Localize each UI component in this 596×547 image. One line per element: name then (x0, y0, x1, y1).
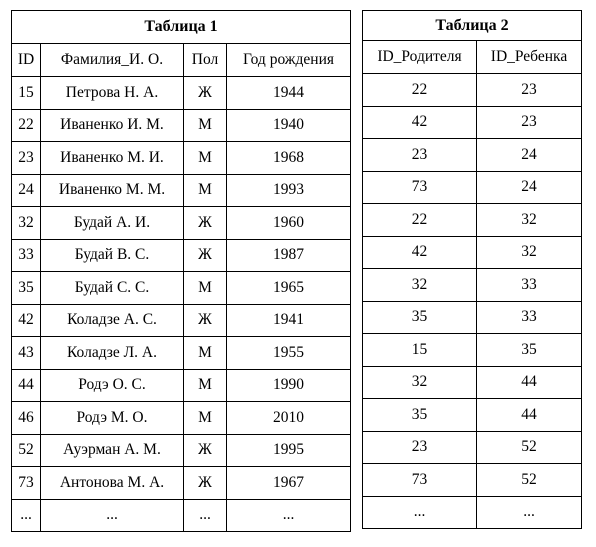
table-cell: 46 (12, 402, 41, 435)
table-cell: 1955 (227, 337, 351, 370)
column-header: ID_Ребенка (477, 41, 582, 74)
table-cell: 1987 (227, 239, 351, 272)
table-cell: Ж (184, 207, 227, 240)
table-cell: 73 (363, 171, 477, 204)
table-cell: 44 (477, 366, 582, 399)
table-row (363, 496, 582, 529)
table-cell: Иваненко И. М. (41, 109, 184, 142)
table-cell: 22 (363, 204, 477, 237)
table-cell: Иваненко М. И. (41, 142, 184, 175)
table-cell: 23 (363, 431, 477, 464)
table-row (12, 402, 351, 435)
column-header: Год рождения (227, 44, 351, 77)
table1-title: Таблица 1 (12, 11, 351, 44)
table-row (363, 431, 582, 464)
table-row (363, 171, 582, 204)
table-cell: 42 (12, 304, 41, 337)
table-row (363, 204, 582, 237)
table-cell: Антонова М. А. (41, 467, 184, 500)
table-2-body (363, 11, 582, 529)
table-cell: Петрова Н. А. (41, 77, 184, 110)
column-header: ID (12, 44, 41, 77)
table-cell: М (184, 272, 227, 305)
table-cell: 2010 (227, 402, 351, 435)
table-cell: 23 (12, 142, 41, 175)
table-cell: Будай В. С. (41, 239, 184, 272)
table-cell: 35 (12, 272, 41, 305)
table-cell: 33 (477, 269, 582, 302)
table-cell: ... (41, 499, 184, 532)
table-row (12, 239, 351, 272)
table-cell: 32 (477, 204, 582, 237)
table-cell: 42 (363, 106, 477, 139)
column-header: ID_Родителя (363, 41, 477, 74)
table-cell: 73 (12, 467, 41, 500)
table-cell: 42 (363, 236, 477, 269)
table-cell: 23 (363, 139, 477, 172)
table-row (12, 434, 351, 467)
table-cell: 1993 (227, 174, 351, 207)
table-cell: 24 (477, 171, 582, 204)
table-row (363, 139, 582, 172)
table-row (363, 74, 582, 107)
table-cell: 44 (477, 399, 582, 432)
table-cell: 1965 (227, 272, 351, 305)
table-cell: 1967 (227, 467, 351, 500)
table-row (363, 464, 582, 497)
table-cell: 52 (477, 464, 582, 497)
table-cell: 23 (477, 74, 582, 107)
table-cell: 44 (12, 369, 41, 402)
table-cell: М (184, 174, 227, 207)
table-cell: Ж (184, 304, 227, 337)
table-cell: Родэ М. О. (41, 402, 184, 435)
table-cell: М (184, 402, 227, 435)
table-cell: 52 (477, 431, 582, 464)
table-cell: 32 (363, 269, 477, 302)
table-cell: 52 (12, 434, 41, 467)
table-cell: Ж (184, 239, 227, 272)
table-cell: 32 (477, 236, 582, 269)
table-cell: Будай А. И. (41, 207, 184, 240)
table-row (363, 106, 582, 139)
table-row (12, 369, 351, 402)
table-cell: 22 (12, 109, 41, 142)
table-cell: Коладзе А. С. (41, 304, 184, 337)
table-row (12, 337, 351, 370)
table-cell: 32 (12, 207, 41, 240)
table-cell: 22 (363, 74, 477, 107)
table-cell: 1995 (227, 434, 351, 467)
table-cell: 23 (477, 106, 582, 139)
table-cell: Коладзе Л. А. (41, 337, 184, 370)
table-cell: ... (477, 496, 582, 529)
table-cell: 33 (477, 301, 582, 334)
table-1-body (12, 11, 351, 532)
table-row (363, 301, 582, 334)
table-cell: ... (12, 499, 41, 532)
header-row (363, 41, 582, 74)
table-cell: М (184, 369, 227, 402)
table-cell: Родэ О. С. (41, 369, 184, 402)
table-cell: Иваненко М. М. (41, 174, 184, 207)
table-row (12, 109, 351, 142)
table-row (12, 499, 351, 532)
table-2 (362, 10, 582, 529)
header-row (12, 44, 351, 77)
table-row (12, 272, 351, 305)
table-cell: 15 (363, 334, 477, 367)
table-cell: М (184, 109, 227, 142)
table-cell: 35 (363, 301, 477, 334)
table-cell: 73 (363, 464, 477, 497)
table-cell: 24 (477, 139, 582, 172)
table-cell: 24 (12, 174, 41, 207)
table-cell: ... (227, 499, 351, 532)
table-row (363, 269, 582, 302)
table-cell: М (184, 142, 227, 175)
table-row (12, 174, 351, 207)
table-row (12, 207, 351, 240)
table-row (12, 304, 351, 337)
table2-title: Таблица 2 (363, 11, 582, 41)
column-header: Пол (184, 44, 227, 77)
table-cell: ... (184, 499, 227, 532)
table-cell: 35 (477, 334, 582, 367)
table-1 (11, 10, 351, 532)
table-cell: 1960 (227, 207, 351, 240)
table-row (363, 236, 582, 269)
table-cell: 1990 (227, 369, 351, 402)
table-row (363, 399, 582, 432)
table-cell: 15 (12, 77, 41, 110)
table-cell: 35 (363, 399, 477, 432)
table-cell: 1941 (227, 304, 351, 337)
table-cell: Ж (184, 434, 227, 467)
table-cell: ... (363, 496, 477, 529)
table-cell: 43 (12, 337, 41, 370)
table-row (363, 366, 582, 399)
table-row (12, 142, 351, 175)
table-cell: Ж (184, 467, 227, 500)
table-cell: 33 (12, 239, 41, 272)
table-cell: 1940 (227, 109, 351, 142)
table-cell: М (184, 337, 227, 370)
table-cell: 1968 (227, 142, 351, 175)
table-row (12, 77, 351, 110)
table-cell: 1944 (227, 77, 351, 110)
table-cell: Ж (184, 77, 227, 110)
table-row (12, 467, 351, 500)
table-cell: Ауэрман А. М. (41, 434, 184, 467)
table-row (363, 334, 582, 367)
table-cell: 32 (363, 366, 477, 399)
column-header: Фамилия_И. О. (41, 44, 184, 77)
table-cell: Будай С. С. (41, 272, 184, 305)
